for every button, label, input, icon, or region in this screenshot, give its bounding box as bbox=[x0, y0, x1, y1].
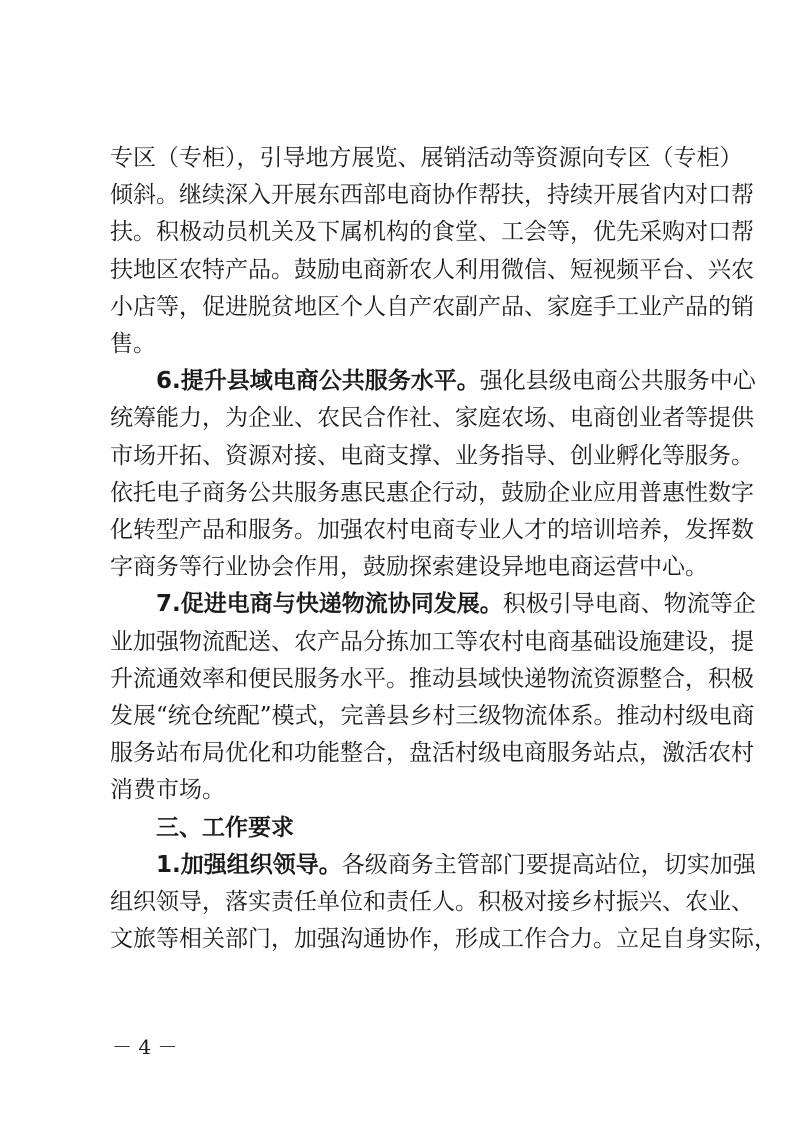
text-line: 扶地区农特产品。鼓励电商新农人利用微信、短视频平台、兴农 bbox=[110, 257, 754, 283]
text-line: 升流通效率和便民服务水平。推动县域快递物流资源整合，积极 bbox=[110, 666, 754, 692]
paragraph-lead: 6.提升县域电商公共服务水平。 bbox=[156, 368, 480, 394]
text-line: 组织领导，落实责任单位和责任人。积极对接乡村振兴、农业、 bbox=[110, 889, 754, 915]
text-line: 化转型产品和服务。加强农村电商专业人才的培训培养，发挥数 bbox=[110, 517, 754, 543]
paragraph-text: 积极引导电商、物流等企 bbox=[502, 591, 756, 617]
text-line: 倾斜。继续深入开展东西部电商协作帮扶，持续开展省内对口帮 bbox=[110, 182, 754, 208]
text-line: 服务站布局优化和功能整合，盘活村级电商服务站点，激活农村 bbox=[110, 740, 754, 766]
paragraph-first-line bbox=[156, 591, 756, 617]
text-line: 小店等，促进脱贫地区个人自产农副产品、家庭手工业产品的销 bbox=[110, 294, 754, 320]
text-line: 发展“统仓统配”模式，完善县乡村三级物流体系。推动村级电商 bbox=[110, 703, 755, 729]
paragraph-lead: 1.加强组织领导。 bbox=[156, 852, 342, 878]
text-line: 统筹能力，为企业、农民合作社、家庭农场、电商创业者等提供 bbox=[110, 405, 754, 431]
text-line: 售。 bbox=[110, 331, 156, 357]
paragraph-text: 强化县级电商公共服务中心 bbox=[479, 368, 756, 394]
text-line: 专区（专柜），引导地方展览、展销活动等资源向专区（专柜） bbox=[110, 145, 743, 171]
text-line: 市场开拓、资源对接、电商支撑、业务指导、创业孵化等服务。 bbox=[110, 443, 754, 469]
page-number: － 4 － bbox=[112, 1035, 178, 1059]
section-heading: 三、工作要求 bbox=[156, 815, 294, 841]
text-line: 消费市场。 bbox=[110, 777, 225, 803]
paragraph-first-line bbox=[156, 852, 756, 878]
text-line: 依托电子商务公共服务惠民惠企行动，鼓励企业应用普惠性数字 bbox=[110, 480, 754, 506]
text-line: 扶。积极动员机关及下属机构的食堂、工会等，优先采购对口帮 bbox=[110, 219, 754, 245]
paragraph-text: 各级商务主管部门要提高站位，切实加强 bbox=[341, 852, 756, 878]
paragraph-first-line bbox=[156, 368, 756, 394]
text-line: 业加强物流配送、农产品分拣加工等农村电商基础设施建设，提 bbox=[110, 629, 754, 655]
paragraph-lead: 7.促进电商与快递物流协同发展。 bbox=[156, 591, 503, 617]
text-line: 字商务等行业协会作用，鼓励探索建设异地电商运营中心。 bbox=[110, 554, 708, 580]
text-line: 文旅等相关部门，加强沟通协作，形成工作合力。立足自身实际， bbox=[110, 926, 777, 952]
